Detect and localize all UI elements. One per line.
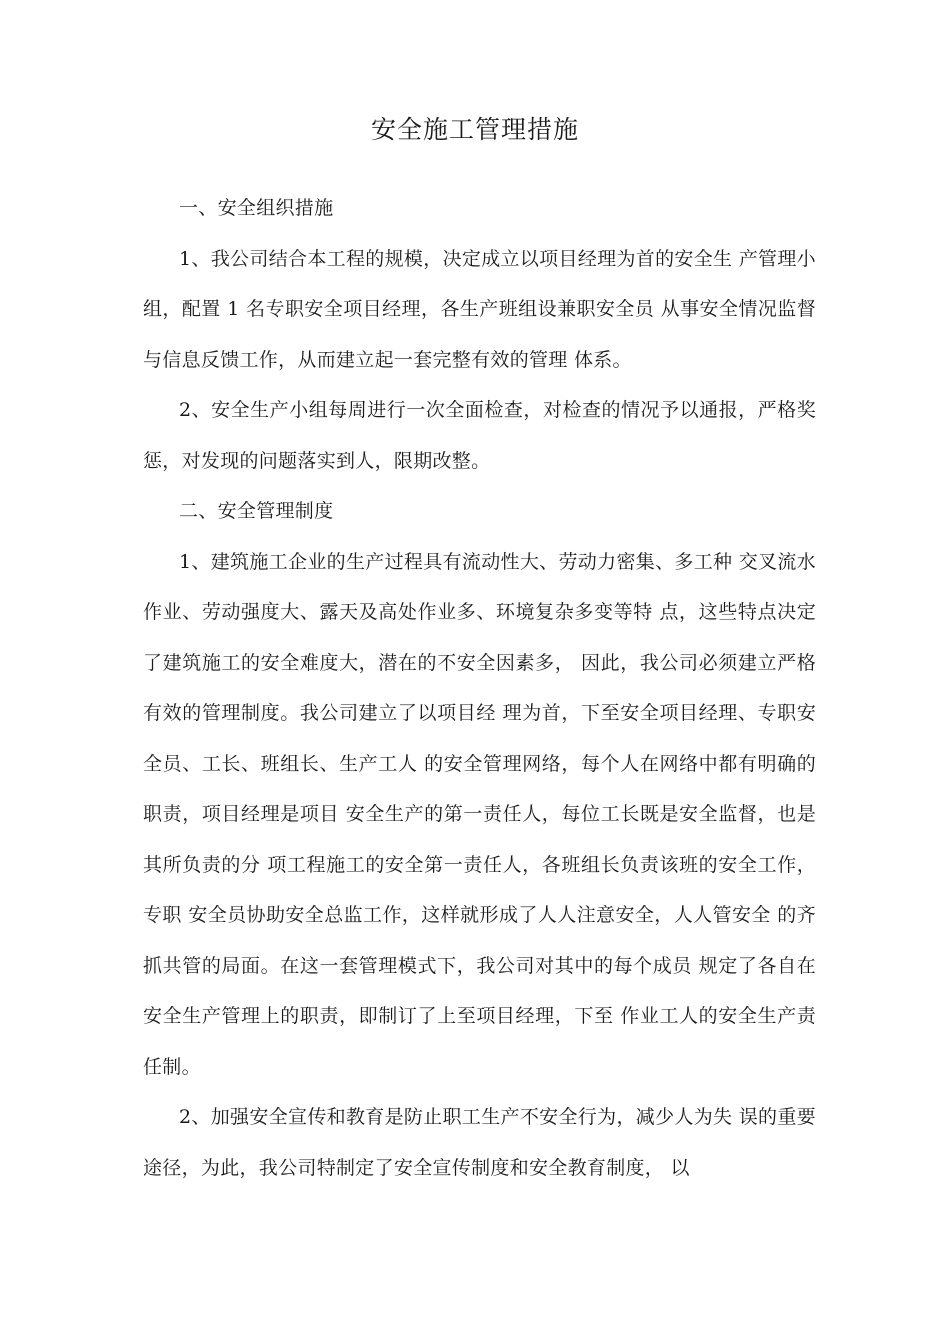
document-title: 安全施工管理措施 (370, 115, 579, 144)
paragraph-1-1: 1、我公司结合本工程的规模，决定成立以项目经理为首的安全生 产管理小组，配置 1 名专职安全项目经理，各生产班组设兼职安全员 从事安全情况监督与信息反馈工作，从而建立起一套完整有效的管理 体系。 (143, 247, 816, 371)
paragraph-2-1: 1、建筑施工企业的生产过程具有流动性大、劳动力密集、多工种 交叉流水作业、劳动强度大、露天及高处作业多、环境复杂多变等特 点，这些特点决定了建筑施工的安全难度大，潜在的不安全因素多， 因此，我公司必须建立严格有效的管理制度。我公司建立了以项目经 理为首，下至安全项目经理、专职安全员、工长、班组长、生产工人 的安全管理网络，每个人在网络中都有明确的职责，项目经理是项目 安全生产的第一责任人，每位工长既是安全监督，也是其所负责的分 项工程施工的安全第一责任人，各班组长负责该班的安全工作，专职 安全员协助安全总监工作，这样就形成了人人注意安全，人人管安全 的齐抓共管的局面。在这一套管理模式下，我公司对其中的每个成员 规定了各自在安全生产管理上的职责，即制订了上至项目经理，下至 作业工人的安全生产责任制。 (143, 550, 816, 1078)
document-body (143, 183, 816, 1193)
paragraph-2-2: 2、加强安全宣传和教育是防止职工生产不安全行为，减少人为失 误的重要途径，为此，我公司特制定了安全宣传制度和安全教育制度， 以 (143, 1106, 816, 1179)
paragraph-1-2: 2、安全生产小组每周进行一次全面检查，对检查的情况予以通报，严格奖惩，对发现的问题落实到人，限期改整。 (143, 399, 816, 472)
section-heading-2: 二、安全管理制度 (179, 500, 334, 522)
section-heading-1: 一、安全组织措施 (179, 197, 334, 219)
